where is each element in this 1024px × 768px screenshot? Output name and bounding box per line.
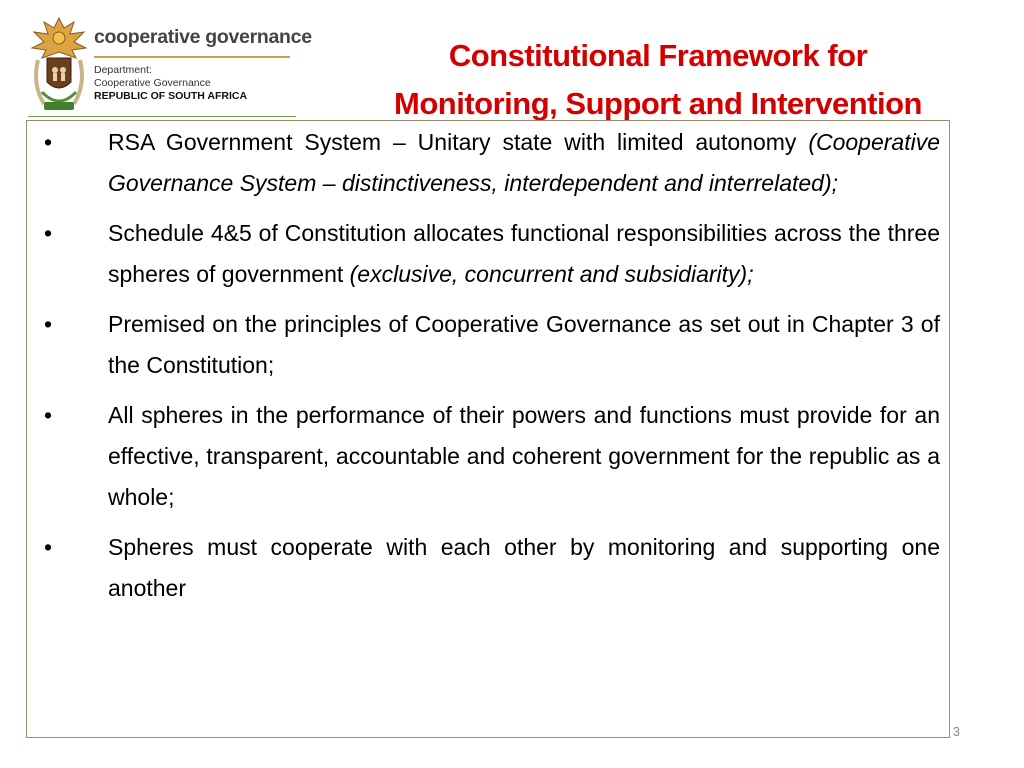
bullet-item <box>44 122 940 204</box>
dept-line: Cooperative Governance <box>94 77 211 89</box>
dept-line: Department: <box>94 64 152 76</box>
slide-number: 3 <box>952 724 960 739</box>
bullet-marker: • <box>44 311 53 337</box>
bullet-item <box>44 213 940 295</box>
bullet-marker: • <box>44 534 53 560</box>
org-name: cooperative governance <box>94 26 312 48</box>
logo-divider <box>94 56 290 58</box>
department-text <box>94 64 247 103</box>
bullet-marker: • <box>44 402 53 428</box>
country-name: REPUBLIC OF SOUTH AFRICA <box>94 90 248 102</box>
bullet-italic-text: (Cooperative Governance System – distinctiveness, interdependent and interrelated); <box>108 129 940 196</box>
bullet-list <box>44 122 940 618</box>
bullet-marker: • <box>44 129 53 155</box>
department-logo <box>28 14 312 118</box>
bullet-marker: • <box>44 220 53 246</box>
bullet-item <box>44 395 940 518</box>
bullet-text: RSA Government System – Unitary state with limited autonomy <box>108 129 809 155</box>
bullet-text: All spheres in the performance of their powers and functions must provide for an effective, transparent, accountable and coherent government for the republic as a whole; <box>108 402 940 510</box>
bullet-italic-text: (exclusive, concurrent and subsidiarity); <box>349 261 754 287</box>
bullet-item <box>44 527 940 609</box>
bullet-text: Schedule 4&5 of Constitution allocates functional responsibilities across the three spheres of government <box>108 220 940 287</box>
title-line-1: Constitutional Framework for <box>448 38 868 73</box>
slide-title <box>318 32 998 128</box>
bullet-text: Spheres must cooperate with each other by monitoring and supporting one another <box>108 534 940 601</box>
header-rule <box>28 116 296 117</box>
coat-of-arms-icon <box>28 14 90 114</box>
title-line-2: Monitoring, Support and Intervention <box>394 86 922 121</box>
bullet-text: Premised on the principles of Cooperative Governance as set out in Chapter 3 of the Constitution; <box>108 311 940 378</box>
bullet-item <box>44 304 940 386</box>
